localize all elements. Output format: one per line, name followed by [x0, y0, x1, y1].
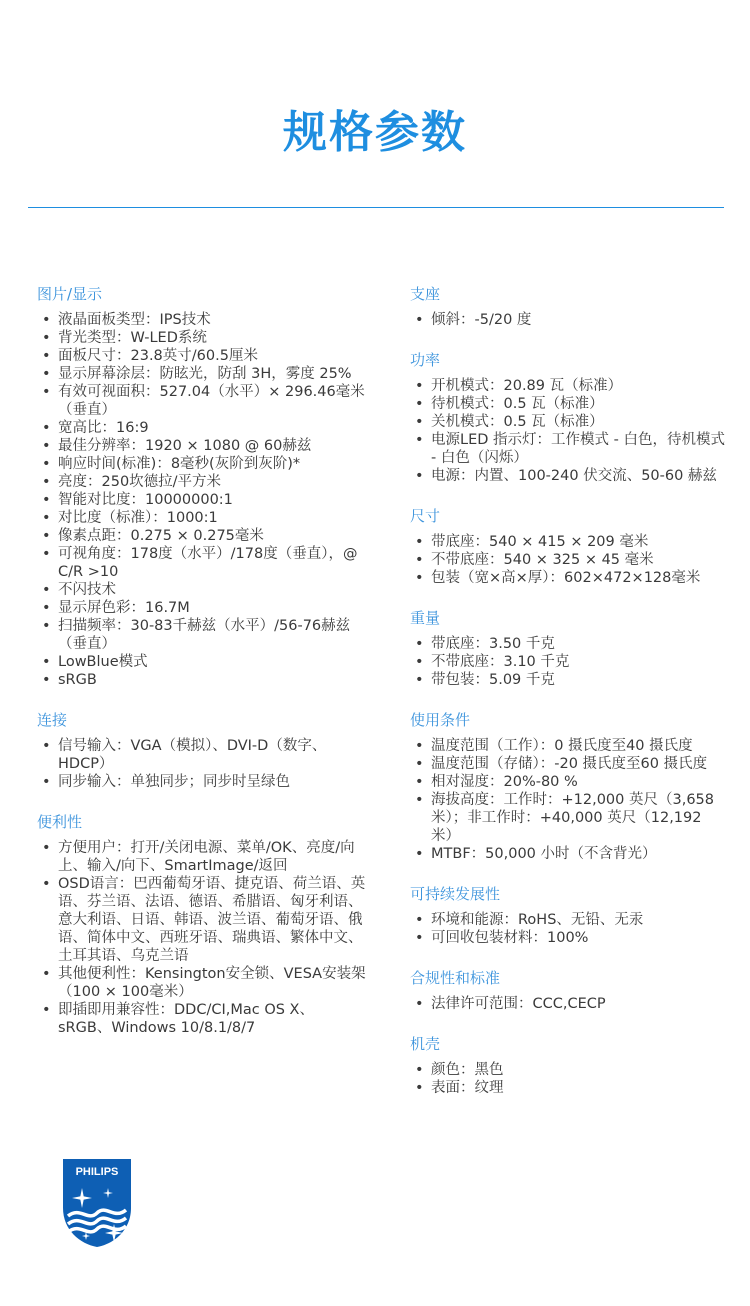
spec-item: • 颜色：黑色	[410, 1061, 725, 1079]
spec-section	[37, 711, 367, 791]
spec-list	[410, 1061, 725, 1097]
spec-item: • 开机模式：20.89 瓦（标准）	[410, 377, 725, 395]
section-title: 图片/显示	[37, 285, 103, 303]
spec-section	[37, 285, 367, 689]
spec-item: • 像素点距：0.275 × 0.275毫米	[37, 527, 367, 545]
section-title: 可持续发展性	[410, 885, 501, 903]
spec-item: • 不带底座：3.10 千克	[410, 653, 725, 671]
section-title: 使用条件	[410, 711, 471, 729]
spec-item: • LowBlue模式	[37, 653, 367, 671]
spec-item: • 面板尺寸：23.8英寸/60.5厘米	[37, 347, 367, 365]
spec-list	[410, 635, 725, 689]
spec-item: • 背光类型：W-LED系统	[37, 329, 367, 347]
spec-item: • 最佳分辨率：1920 × 1080 @ 60赫兹	[37, 437, 367, 455]
spec-item: • sRGB	[37, 671, 367, 689]
spec-item: • 响应时间(标准)：8毫秒(灰阶到灰阶)*	[37, 455, 367, 473]
spec-list	[410, 533, 725, 587]
spec-item: • 待机模式：0.5 瓦（标准）	[410, 395, 725, 413]
left-column	[37, 285, 367, 1059]
spec-item: • 温度范围（工作）：0 摄氏度至40 摄氏度	[410, 737, 725, 755]
spec-item: • MTBF：50,000 小时（不含背光）	[410, 845, 725, 863]
right-column	[410, 285, 725, 1119]
spec-item: • 可回收包装材料：100%	[410, 929, 725, 947]
spec-item: • 表面：纹理	[410, 1079, 725, 1097]
spec-list	[410, 995, 725, 1013]
spec-item: • 带包装：5.09 千克	[410, 671, 725, 689]
spec-item: • 信号输入：VGA（模拟）、DVI-D（数字、HDCP）	[37, 737, 367, 773]
spec-item: • 对比度（标准）：1000:1	[37, 509, 367, 527]
page-title: 规格参数	[283, 107, 467, 158]
spec-item: • 关机模式：0.5 瓦（标准）	[410, 413, 725, 431]
spec-item: • 环境和能源：RoHS、无铅、无汞	[410, 911, 725, 929]
spec-item: • 显示屏色彩：16.7M	[37, 599, 367, 617]
spec-item: • 同步输入：单独同步；同步时呈绿色	[37, 773, 367, 791]
philips-logo	[62, 1158, 132, 1248]
spec-item: • 海拔高度：工作时：+12,000 英尺（3,658 米）；非工作时：+40,000 英尺（12,192 米）	[410, 791, 725, 845]
section-title: 尺寸	[410, 507, 441, 525]
spec-list	[410, 377, 725, 485]
spec-item: • 相对湿度：20%-80 %	[410, 773, 725, 791]
spec-section	[410, 285, 725, 329]
spec-section	[410, 507, 725, 587]
spec-list	[410, 737, 725, 863]
section-title: 支座	[410, 285, 441, 303]
spec-section	[410, 609, 725, 689]
spec-item: • 显示屏幕涂层：防眩光，防刮 3H，雾度 25%	[37, 365, 367, 383]
spec-item: • 有效可视面积：527.04（水平）× 296.46毫米（垂直）	[37, 383, 367, 419]
spec-section	[410, 1035, 725, 1097]
spec-item: • 宽高比：16:9	[37, 419, 367, 437]
spec-item: • 不带底座：540 × 325 × 45 毫米	[410, 551, 725, 569]
spec-item: • 带底座：3.50 千克	[410, 635, 725, 653]
spec-list	[37, 311, 367, 689]
spec-list	[410, 311, 725, 329]
spec-item: • 法律许可范围：CCC,CECP	[410, 995, 725, 1013]
spec-item: • 可视角度：178度（水平）/178度（垂直），@ C/R >10	[37, 545, 367, 581]
spec-item: • 包装（宽×高×厚）：602×472×128毫米	[410, 569, 725, 587]
spec-item: • 其他便利性：Kensington安全锁、VESA安装架（100 × 100毫米）	[37, 965, 367, 1001]
section-title: 连接	[37, 711, 68, 729]
spec-item: • 温度范围（存储）：-20 摄氏度至60 摄氏度	[410, 755, 725, 773]
section-title: 便利性	[37, 813, 83, 831]
spec-item: • OSD语言：巴西葡萄牙语、捷克语、荷兰语、英语、芬兰语、法语、德语、希腊语、匈牙利语、意大利语、日语、韩语、波兰语、葡萄牙语、俄语、简体中文、西班牙语、瑞典语、繁体中文、土耳其语、乌克兰语	[37, 875, 367, 965]
philips-logo-text: PHILIPS	[75, 1166, 119, 1178]
section-title: 机壳	[410, 1035, 441, 1053]
spec-section	[410, 351, 725, 485]
section-title: 合规性和标准	[410, 969, 501, 987]
spec-item: • 电源：内置、100-240 伏交流、50-60 赫兹	[410, 467, 725, 485]
section-title: 功率	[410, 351, 441, 369]
spec-section	[410, 885, 725, 947]
spec-list	[410, 911, 725, 947]
spec-item: • 扫描频率：30-83千赫兹（水平）/56-76赫兹（垂直）	[37, 617, 367, 653]
spec-item: • 智能对比度：10000000:1	[37, 491, 367, 509]
spec-item: • 方便用户：打开/关闭电源、菜单/OK、亮度/向上、输入/向下、SmartImage/返回	[37, 839, 367, 875]
spec-section	[37, 813, 367, 1037]
spec-list	[37, 839, 367, 1037]
spec-item: • 不闪技术	[37, 581, 367, 599]
spec-item: • 带底座：540 × 415 × 209 毫米	[410, 533, 725, 551]
spec-section	[410, 969, 725, 1013]
spec-item: • 亮度：250坎德拉/平方米	[37, 473, 367, 491]
section-title: 重量	[410, 609, 441, 627]
spec-item: • 倾斜：-5/20 度	[410, 311, 725, 329]
spec-list	[37, 737, 367, 791]
spec-item: • 液晶面板类型：IPS技术	[37, 311, 367, 329]
spec-item: • 电源LED 指示灯：工作模式 - 白色，待机模式 - 白色（闪烁）	[410, 431, 725, 467]
title-divider	[28, 207, 724, 208]
spec-item: • 即插即用兼容性：DDC/CI,Mac OS X、sRGB、Windows 10/8.1/8/7	[37, 1001, 367, 1037]
spec-section	[410, 711, 725, 863]
